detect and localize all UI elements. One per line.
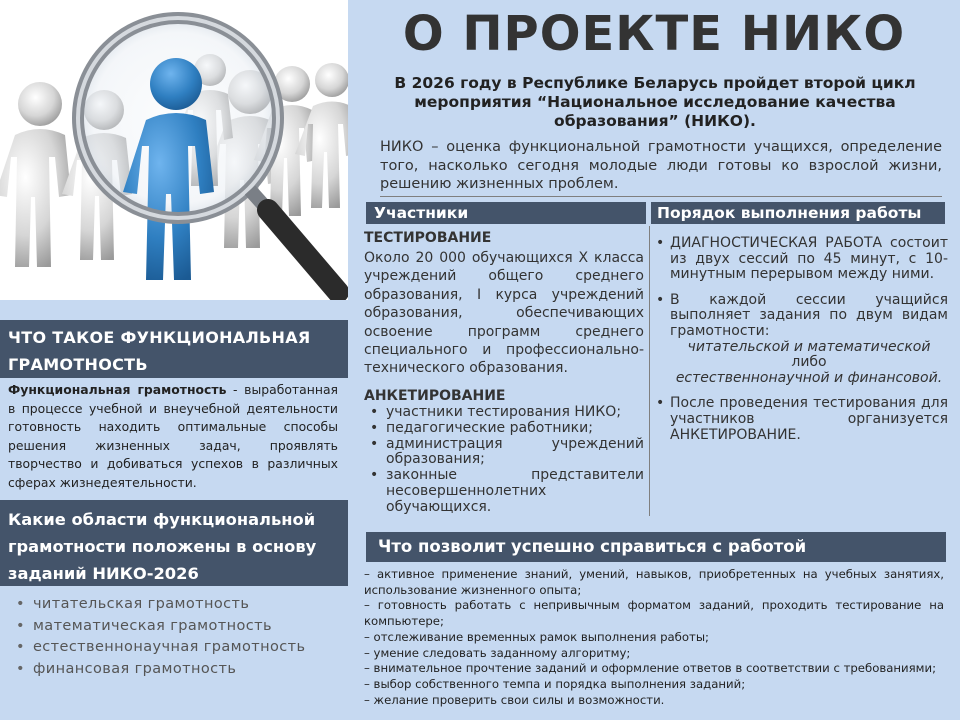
testing-text: Около 20 000 обучающихся X класса учреждений общего среднего образования, I курса учреждений образования, обеспечивающих освоение программ среднего специального и профессионально-технического образования. (364, 250, 644, 377)
list-item: – активное применение знаний, умений, навыков, приобретенных на учебных занятиях, использование жизненного опыта; (364, 567, 944, 597)
list-item: – умение следовать заданному алгоритму; (364, 645, 631, 660)
niko-definition: НИКО – оценка функциональной грамотности учащихся, определение того, насколько сегодня молодые люди готовы ко взрослой жизни, решению жизненных проблем. (380, 139, 942, 192)
literacy-pair-1: читательской и математической (687, 338, 931, 355)
survey-title: АНКЕТИРОВАНИЕ (364, 388, 506, 404)
literacy-pair-2: естественнонаучной и финансовой. (675, 369, 943, 386)
order-item-sessions (654, 293, 948, 387)
list-item: • естественнонаучная грамотность (16, 637, 336, 659)
divider (380, 196, 942, 197)
magnifier-people-illustration (0, 0, 348, 300)
list-item: • математическая грамотность (16, 616, 336, 638)
list-item: – готовность работать с непривычным форматом заданий, проходить тестирование на компьютере; (364, 598, 944, 629)
order-heading: Порядок выполнения работы (651, 202, 945, 224)
list-item: – внимательное прочтение заданий и оформление ответов в соответствии с требованиями; (364, 661, 937, 676)
order-item-survey: • После проведения тестирования для участников организуется АНКЕТИРОВАНИЕ. (654, 396, 948, 443)
order-item-diagnostic: • ДИАГНОСТИЧЕСКАЯ РАБОТА состоит из двух сессий по 45 минут, с 10-минутным перерывом между ними. (654, 236, 948, 283)
list-item: • финансовая грамотность (16, 659, 336, 681)
list-item: – выбор собственного темпа и порядка выполнения заданий; (364, 676, 746, 691)
functional-literacy-term: Функциональная грамотность (8, 382, 227, 397)
success-heading: Что позволит успешно справиться с работой (366, 532, 946, 562)
survey-list (364, 405, 644, 516)
functional-literacy-heading: ЧТО ТАКОЕ ФУНКЦИОНАЛЬНАЯ ГРАМОТНОСТЬ (0, 320, 348, 378)
functional-literacy-text: - выработанная в процессе учебной и внеучебной деятельности готовность находить оптимальные способы решения жизненных задач, проявлять творчество и добиваться успехов в различных сферах жизнедеятельности. (8, 382, 338, 490)
list-item: • законные представители несовершеннолетних обучающихся. (364, 468, 644, 515)
success-list (364, 567, 944, 708)
list-item: • читательская грамотность (16, 594, 336, 616)
list-item: – желание проверить свои силы и возможности. (364, 692, 665, 707)
hero-illustration (0, 0, 348, 300)
list-item: – отслеживание временных рамок выполнения работы; (364, 629, 709, 644)
list-item: • участники тестирования НИКО; (364, 405, 644, 421)
testing-title: ТЕСТИРОВАНИЕ (364, 230, 492, 246)
lead-paragraph: В 2026 году в Республике Беларусь пройдет второй цикл мероприятия “Национальное исследование качества образования” (НИКО). (394, 74, 916, 130)
page-title: О ПРОЕКТЕ НИКО (402, 6, 906, 62)
list-item: • администрация учреждений образования; (364, 437, 644, 469)
areas-list (16, 594, 336, 680)
participants-heading: Участники (366, 202, 646, 224)
order-list (654, 236, 948, 453)
list-item: • педагогические работники; (364, 421, 644, 437)
areas-heading: Какие области функциональной грамотности положены в основу заданий НИКО-2026 (0, 500, 348, 586)
functional-literacy-definition (8, 381, 338, 493)
sessions-text: В каждой сессии учащийся выполняет задания по двум видам грамотности: (670, 291, 948, 339)
column-divider (649, 226, 650, 516)
literacy-or: либо (791, 354, 827, 371)
